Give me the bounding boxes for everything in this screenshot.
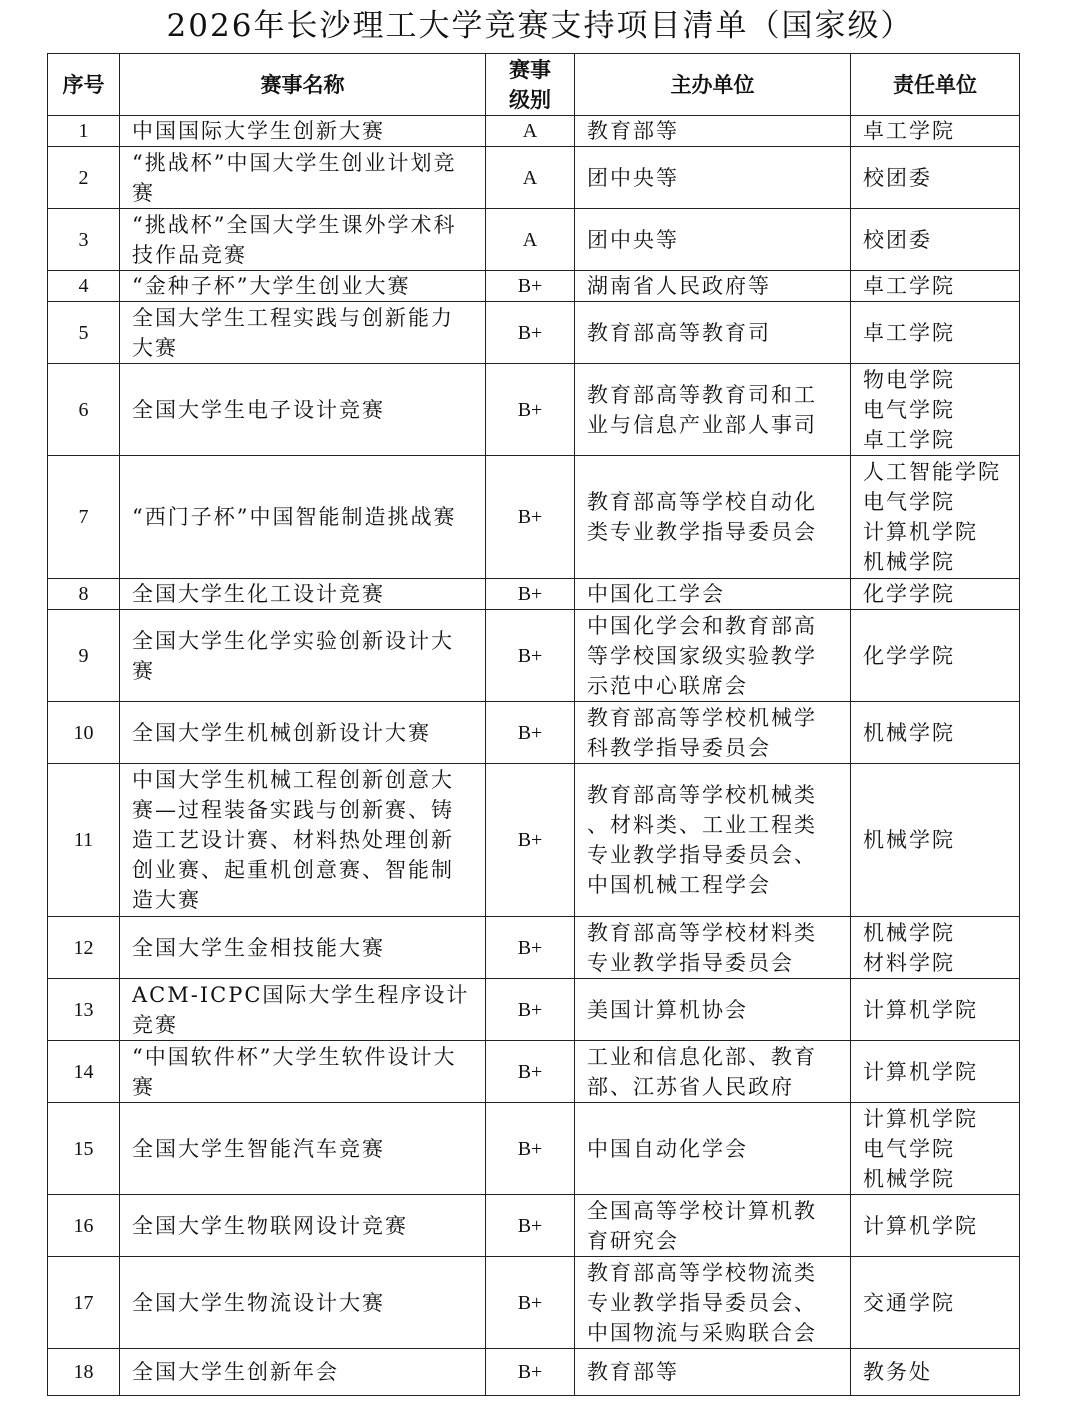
cell-organizer-line: 部、江苏省人民政府 bbox=[587, 1074, 794, 1099]
cell-name-line: “中国软件杯”大学生软件设计大 bbox=[132, 1044, 457, 1069]
cell-name bbox=[120, 364, 486, 456]
cell-organizer-line: 育研究会 bbox=[587, 1228, 679, 1253]
cell-responsible bbox=[851, 979, 1020, 1041]
cell-organizer-line: 教育部高等学校自动化 bbox=[587, 490, 817, 514]
cell-organizer bbox=[575, 209, 851, 271]
cell-responsible-line: 交通学院 bbox=[863, 1290, 955, 1315]
cell-responsible-line: 教务处 bbox=[863, 1360, 932, 1384]
cell-organizer-line: 教育部高等教育司 bbox=[587, 320, 771, 345]
cell-organizer-line: 教育部高等学校机械学 bbox=[587, 705, 817, 730]
cell-name bbox=[120, 1103, 486, 1195]
cell-level: B+ bbox=[486, 979, 575, 1041]
cell-responsible bbox=[851, 1041, 1020, 1103]
cell-no: 5 bbox=[48, 302, 120, 364]
cell-no: 9 bbox=[48, 610, 120, 702]
cell-name bbox=[120, 271, 486, 302]
cell-responsible bbox=[851, 702, 1020, 764]
cell-name-line: 造大赛 bbox=[132, 888, 201, 912]
cell-level: A bbox=[486, 116, 575, 147]
cell-no: 2 bbox=[48, 147, 120, 209]
cell-organizer bbox=[575, 1103, 851, 1195]
cell-level: B+ bbox=[486, 456, 575, 579]
cell-no: 18 bbox=[48, 1349, 120, 1396]
cell-organizer bbox=[575, 271, 851, 302]
cell-organizer-line: 专业教学指导委员会 bbox=[587, 950, 794, 975]
cell-no: 3 bbox=[48, 209, 120, 271]
cell-level: B+ bbox=[486, 1349, 575, 1396]
cell-name bbox=[120, 1041, 486, 1103]
cell-organizer-line: 美国计算机协会 bbox=[587, 997, 748, 1022]
cell-organizer bbox=[575, 917, 851, 979]
cell-responsible-line: 化学学院 bbox=[863, 643, 955, 668]
cell-responsible bbox=[851, 209, 1020, 271]
cell-organizer-line: 中国物流与采购联合会 bbox=[587, 1320, 817, 1345]
cell-responsible bbox=[851, 302, 1020, 364]
cell-responsible-line: 电气学院 bbox=[863, 1136, 955, 1161]
cell-organizer-line: 业与信息产业部人事司 bbox=[587, 412, 817, 437]
cell-responsible-line: 材料学院 bbox=[863, 950, 955, 975]
cell-organizer-line: 中国化工学会 bbox=[587, 582, 725, 606]
cell-responsible bbox=[851, 1349, 1020, 1396]
cell-organizer-line: 中国机械工程学会 bbox=[587, 873, 771, 897]
cell-organizer-line: 教育部等 bbox=[587, 1360, 679, 1384]
cell-name-line: 全国大学生机械创新设计大赛 bbox=[132, 720, 431, 745]
cell-organizer-line: 等学校国家级实验教学 bbox=[587, 643, 817, 668]
cell-no: 13 bbox=[48, 979, 120, 1041]
cell-responsible bbox=[851, 1257, 1020, 1349]
table-row bbox=[48, 456, 1020, 579]
cell-responsible bbox=[851, 147, 1020, 209]
cell-name bbox=[120, 579, 486, 610]
cell-responsible bbox=[851, 579, 1020, 610]
cell-no: 11 bbox=[48, 764, 120, 917]
cell-name-line: 技作品竞赛 bbox=[132, 242, 247, 267]
cell-responsible-line: 机械学院 bbox=[863, 1166, 955, 1191]
cell-responsible-line: 计算机学院 bbox=[863, 1059, 978, 1084]
cell-no: 14 bbox=[48, 1041, 120, 1103]
cell-name-line: 创业赛、起重机创意赛、智能制 bbox=[132, 858, 454, 882]
cell-name bbox=[120, 702, 486, 764]
cell-organizer-line: 教育部高等学校材料类 bbox=[587, 920, 817, 945]
cell-level: B+ bbox=[486, 1257, 575, 1349]
cell-name-line: “挑战杯”中国大学生创业计划竞 bbox=[132, 150, 457, 175]
competition-table bbox=[47, 53, 1020, 1396]
cell-responsible-line: 卓工学院 bbox=[863, 427, 955, 452]
table-row bbox=[48, 579, 1020, 610]
table-row bbox=[48, 917, 1020, 979]
table-row bbox=[48, 1257, 1020, 1349]
header-level-line: 级别 bbox=[509, 87, 551, 112]
cell-name-line: 中国大学生机械工程创新创意大 bbox=[132, 768, 454, 792]
cell-name-line: 赛 bbox=[132, 180, 155, 205]
cell-organizer-line: 湖南省人民政府等 bbox=[587, 274, 771, 298]
cell-name bbox=[120, 917, 486, 979]
table-row bbox=[48, 364, 1020, 456]
table-row bbox=[48, 610, 1020, 702]
cell-name-line: 全国大学生化工设计竞赛 bbox=[132, 582, 385, 606]
cell-name-line: 全国大学生物流设计大赛 bbox=[132, 1290, 385, 1315]
cell-responsible-line: 物电学院 bbox=[863, 367, 955, 392]
cell-no: 10 bbox=[48, 702, 120, 764]
cell-organizer-line: 示范中心联席会 bbox=[587, 673, 748, 698]
cell-responsible bbox=[851, 456, 1020, 579]
cell-name bbox=[120, 302, 486, 364]
cell-name-line: ACM-ICPC国际大学生程序设计 bbox=[132, 982, 470, 1007]
cell-no: 8 bbox=[48, 579, 120, 610]
cell-name-line: 造工艺设计赛、材料热处理创新 bbox=[132, 828, 454, 852]
header-level bbox=[486, 54, 575, 116]
header-no: 序号 bbox=[48, 54, 120, 116]
table-row bbox=[48, 116, 1020, 147]
cell-responsible-line: 机械学院 bbox=[863, 550, 955, 574]
header-organizer: 主办单位 bbox=[575, 54, 851, 116]
cell-organizer-line: 类专业教学指导委员会 bbox=[587, 520, 817, 544]
cell-name-line: 全国大学生金相技能大赛 bbox=[132, 935, 385, 960]
cell-responsible-line: 计算机学院 bbox=[863, 1106, 978, 1131]
cell-responsible bbox=[851, 764, 1020, 917]
cell-name bbox=[120, 1195, 486, 1257]
cell-organizer bbox=[575, 1257, 851, 1349]
cell-organizer bbox=[575, 147, 851, 209]
cell-organizer-line: 中国化学会和教育部高 bbox=[587, 613, 817, 638]
cell-name-line: 全国大学生物联网设计竞赛 bbox=[132, 1213, 408, 1238]
table-row bbox=[48, 209, 1020, 271]
cell-organizer-line: 教育部高等教育司和工 bbox=[587, 382, 817, 407]
cell-organizer bbox=[575, 979, 851, 1041]
document-title: 2026年长沙理工大学竞赛支持项目清单（国家级） bbox=[166, 8, 914, 44]
cell-responsible bbox=[851, 364, 1020, 456]
cell-organizer-line: 科教学指导委员会 bbox=[587, 735, 771, 760]
header-responsible: 责任单位 bbox=[851, 54, 1020, 116]
cell-level: B+ bbox=[486, 1041, 575, 1103]
cell-level: B+ bbox=[486, 764, 575, 917]
header-row bbox=[48, 54, 1020, 116]
cell-level: B+ bbox=[486, 364, 575, 456]
table-row bbox=[48, 147, 1020, 209]
table-row bbox=[48, 1195, 1020, 1257]
cell-organizer bbox=[575, 364, 851, 456]
cell-responsible-line: 计算机学院 bbox=[863, 520, 978, 544]
cell-responsible-line: 计算机学院 bbox=[863, 997, 978, 1022]
cell-organizer bbox=[575, 302, 851, 364]
cell-no: 6 bbox=[48, 364, 120, 456]
cell-organizer-line: 、材料类、工业工程类 bbox=[587, 813, 817, 837]
cell-responsible-line: 计算机学院 bbox=[863, 1213, 978, 1238]
cell-responsible-line: 校团委 bbox=[863, 227, 932, 252]
cell-organizer-line: 专业教学指导委员会、 bbox=[587, 1290, 817, 1315]
cell-organizer-line: 教育部高等学校物流类 bbox=[587, 1260, 817, 1285]
table-row bbox=[48, 702, 1020, 764]
cell-organizer bbox=[575, 702, 851, 764]
cell-organizer-line: 团中央等 bbox=[587, 165, 679, 190]
cell-name-line: 全国大学生创新年会 bbox=[132, 1360, 339, 1384]
cell-name-line: “挑战杯”全国大学生课外学术科 bbox=[132, 212, 457, 237]
cell-name-line: 赛 bbox=[132, 1074, 155, 1099]
cell-level: B+ bbox=[486, 1195, 575, 1257]
cell-name bbox=[120, 1349, 486, 1396]
cell-name-line: 全国大学生工程实践与创新能力 bbox=[132, 305, 454, 330]
cell-responsible-line: 卓工学院 bbox=[863, 119, 955, 143]
cell-responsible-line: 人工智能学院 bbox=[863, 460, 1001, 484]
cell-name-line: 全国大学生化学实验创新设计大 bbox=[132, 628, 454, 653]
cell-no: 17 bbox=[48, 1257, 120, 1349]
cell-responsible bbox=[851, 1195, 1020, 1257]
cell-organizer bbox=[575, 1041, 851, 1103]
cell-organizer bbox=[575, 579, 851, 610]
header-level-line: 赛事 bbox=[509, 57, 551, 82]
cell-name-line: “西门子杯”中国智能制造挑战赛 bbox=[132, 505, 457, 529]
cell-organizer-line: 全国高等学校计算机教 bbox=[587, 1198, 817, 1223]
cell-no: 4 bbox=[48, 271, 120, 302]
cell-organizer bbox=[575, 764, 851, 917]
cell-organizer bbox=[575, 610, 851, 702]
cell-name bbox=[120, 456, 486, 579]
cell-level: B+ bbox=[486, 702, 575, 764]
cell-name-line: 赛—过程装备实践与创新赛、铸 bbox=[132, 798, 454, 822]
cell-no: 7 bbox=[48, 456, 120, 579]
cell-organizer bbox=[575, 1195, 851, 1257]
cell-level: B+ bbox=[486, 579, 575, 610]
table-row bbox=[48, 979, 1020, 1041]
table-row bbox=[48, 764, 1020, 917]
cell-name bbox=[120, 147, 486, 209]
cell-no: 15 bbox=[48, 1103, 120, 1195]
cell-responsible bbox=[851, 271, 1020, 302]
cell-level: A bbox=[486, 147, 575, 209]
cell-name bbox=[120, 1257, 486, 1349]
cell-organizer bbox=[575, 1349, 851, 1396]
cell-level: B+ bbox=[486, 1103, 575, 1195]
cell-responsible bbox=[851, 610, 1020, 702]
cell-name-line: 竞赛 bbox=[132, 1012, 178, 1037]
cell-no: 12 bbox=[48, 917, 120, 979]
cell-name-line: 赛 bbox=[132, 658, 155, 683]
cell-level: B+ bbox=[486, 917, 575, 979]
cell-name-line: “金种子杯”大学生创业大赛 bbox=[132, 274, 411, 298]
cell-responsible-line: 化学学院 bbox=[863, 582, 955, 606]
cell-responsible-line: 机械学院 bbox=[863, 720, 955, 745]
cell-responsible-line: 电气学院 bbox=[863, 397, 955, 422]
cell-level: B+ bbox=[486, 302, 575, 364]
cell-no: 1 bbox=[48, 116, 120, 147]
cell-no: 16 bbox=[48, 1195, 120, 1257]
cell-organizer bbox=[575, 456, 851, 579]
cell-name bbox=[120, 979, 486, 1041]
cell-organizer bbox=[575, 116, 851, 147]
cell-organizer-line: 团中央等 bbox=[587, 227, 679, 252]
cell-level: B+ bbox=[486, 271, 575, 302]
table-row bbox=[48, 271, 1020, 302]
cell-organizer-line: 教育部等 bbox=[587, 119, 679, 143]
cell-name-line: 大赛 bbox=[132, 335, 178, 360]
cell-responsible-line: 电气学院 bbox=[863, 490, 955, 514]
cell-responsible bbox=[851, 917, 1020, 979]
cell-organizer-line: 教育部高等学校机械类 bbox=[587, 783, 817, 807]
cell-level: B+ bbox=[486, 610, 575, 702]
cell-organizer-line: 中国自动化学会 bbox=[587, 1136, 748, 1161]
cell-name bbox=[120, 209, 486, 271]
table-row bbox=[48, 1041, 1020, 1103]
cell-responsible-line: 卓工学院 bbox=[863, 274, 955, 298]
cell-responsible-line: 机械学院 bbox=[863, 920, 955, 945]
cell-name-line: 全国大学生电子设计竞赛 bbox=[132, 397, 385, 422]
cell-responsible-line: 校团委 bbox=[863, 165, 932, 190]
cell-name bbox=[120, 610, 486, 702]
table-row bbox=[48, 302, 1020, 364]
cell-responsible bbox=[851, 116, 1020, 147]
cell-name-line: 全国大学生智能汽车竞赛 bbox=[132, 1136, 385, 1161]
cell-organizer-line: 专业教学指导委员会、 bbox=[587, 843, 817, 867]
header-name: 赛事名称 bbox=[120, 54, 486, 116]
table-row bbox=[48, 1103, 1020, 1195]
cell-name bbox=[120, 764, 486, 917]
cell-responsible-line: 机械学院 bbox=[863, 828, 955, 852]
cell-responsible bbox=[851, 1103, 1020, 1195]
table-body bbox=[48, 116, 1020, 1396]
cell-name bbox=[120, 116, 486, 147]
cell-name-line: 中国国际大学生创新大赛 bbox=[132, 119, 385, 143]
cell-level: A bbox=[486, 209, 575, 271]
table-row bbox=[48, 1349, 1020, 1396]
cell-responsible-line: 卓工学院 bbox=[863, 320, 955, 345]
cell-organizer-line: 工业和信息化部、教育 bbox=[587, 1044, 817, 1069]
